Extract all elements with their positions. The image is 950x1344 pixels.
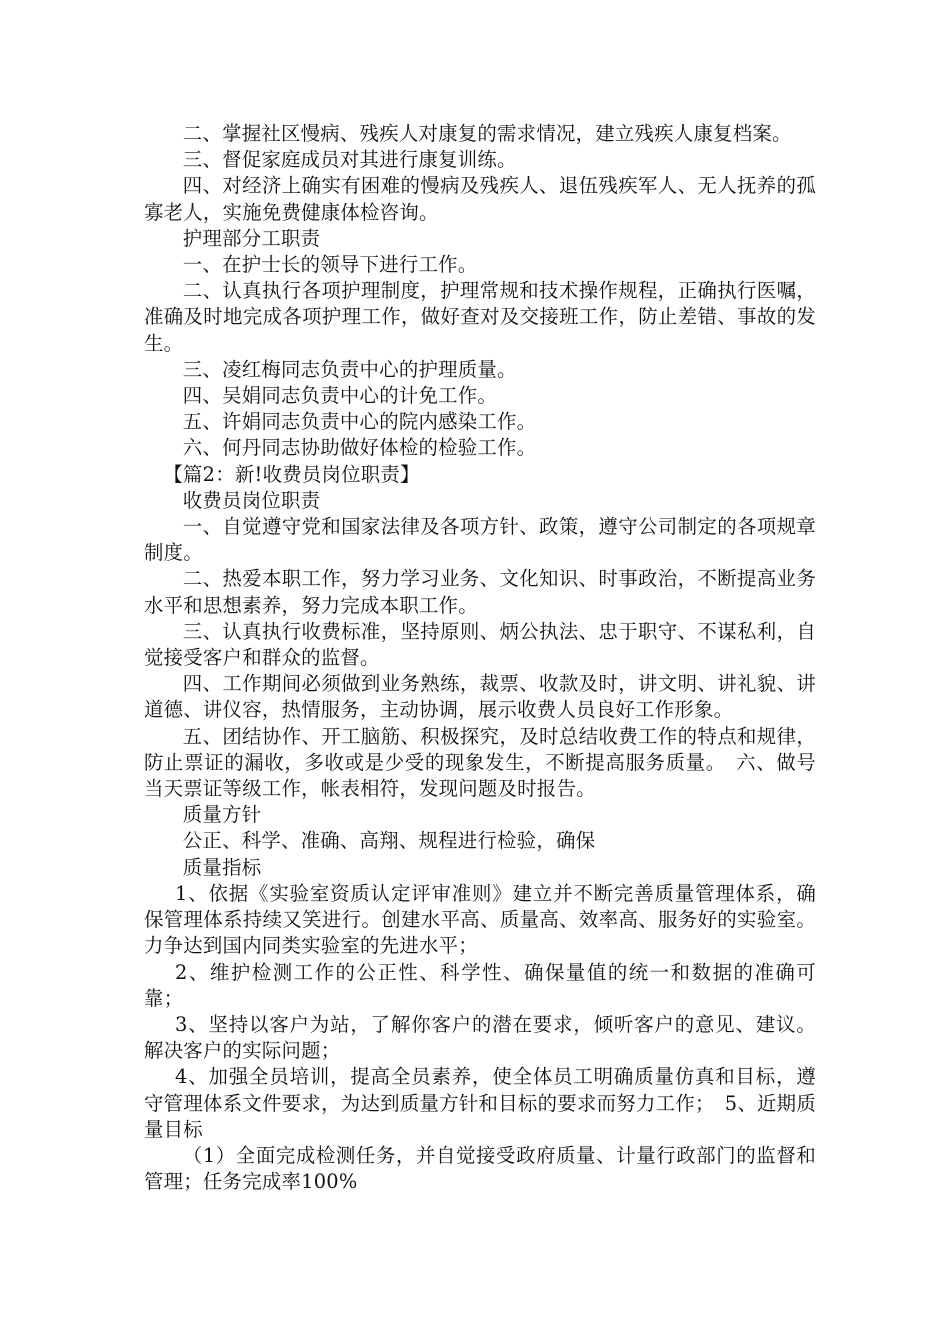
paragraph: 六、何丹同志协助做好体检的检验工作。 <box>182 436 537 460</box>
section-heading: 收费员岗位职责 <box>182 488 321 512</box>
paragraph: 五、许娟同志负责中心的院内感染工作。 <box>182 410 537 434</box>
section-heading: 质量指标 <box>182 855 262 879</box>
paragraph: 二、热爱本职工作，努力学习业务、文化知识、时事政治，不断提高业务水平和思想素养，努力完成本职工作。 <box>144 567 816 617</box>
chapter-heading: 【篇2：新!收费员岗位职责】 <box>163 462 420 486</box>
paragraph: 4、加强全员培训，提高全员素养，使全体员工明确质量仿真和目标，遵守管理体系文件要求，为达到质量方针和目标的要求而努力工作； 5、近期质量目标 <box>144 1065 816 1141</box>
paragraph: 四、吴娟同志负责中心的计免工作。 <box>182 384 498 408</box>
paragraph: 二、掌握社区慢病、残疾人对康复的需求情况，建立残疾人康复档案。 <box>182 122 792 145</box>
paragraph: 三、督促家庭成员对其进行康复训练。 <box>182 148 517 172</box>
paragraph: 二、认真执行各项护理制度，护理常规和技术操作规程，正确执行医嘱，准确及时地完成各项护理工作，做好查对及交接班工作，防止差错、事故的发生。 <box>144 279 816 355</box>
paragraph: 一、自觉遵守党和国家法律及各项方针、政策，遵守公司制定的各项规章制度。 <box>144 515 816 565</box>
paragraph: 四、工作期间必须做到业务熟练，裁票、收款及时，讲文明、讲礼貌、讲道德、讲仪容，热情服务，主动协调，展示收费人员良好工作形象。 <box>144 672 816 722</box>
paragraph: 三、凌红梅同志负责中心的护理质量。 <box>182 357 517 381</box>
paragraph: （1）全面完成检测任务，并自觉接受政府质量、计量行政部门的监督和管理；任务完成率100% <box>144 1143 816 1194</box>
section-heading: 质量方针 <box>182 803 262 827</box>
paragraph: 1、依据《实验室资质认定评审准则》建立并不断完善质量管理体系，确保管理体系持续又笑进行。创建水平高、质量高、效率高、服务好的实验室。力争达到国内同类实验室的先进水平； <box>144 881 816 958</box>
paragraph: 三、认真执行收费标准，坚持原则、炳公执法、忠于职守、不谋私利，自觉接受客户和群众的监督。 <box>144 619 816 670</box>
paragraph: 公正、科学、准确、高翔、规程进行检验，确保 <box>182 829 596 853</box>
paragraph: 3、坚持以客户为站，了解你客户的潜在要求，倾听客户的意见、建议。解决客户的实际问题； <box>144 1012 816 1063</box>
paragraph: 五、团结协作、开工脑筋、积极探究，及时总结收费工作的特点和规律，防止票证的漏收，多收或是少受的现象发生，不断提高服务质量。 六、做号当天票证等级工作，帐表相符，发现问题及时报告。 <box>144 724 816 801</box>
paragraph: 2、维护检测工作的公正性、科学性、确保量值的统一和数据的准确可靠； <box>144 960 816 1010</box>
section-heading: 护理部分工职责 <box>182 226 321 250</box>
document-body <box>144 121 816 1195</box>
paragraph: 四、对经济上确实有困难的慢病及残疾人、退伍残疾军人、无人抚养的孤寡老人，实施免费健康体检咨询。 <box>144 174 816 224</box>
paragraph: 一、在护士长的领导下进行工作。 <box>182 253 478 277</box>
